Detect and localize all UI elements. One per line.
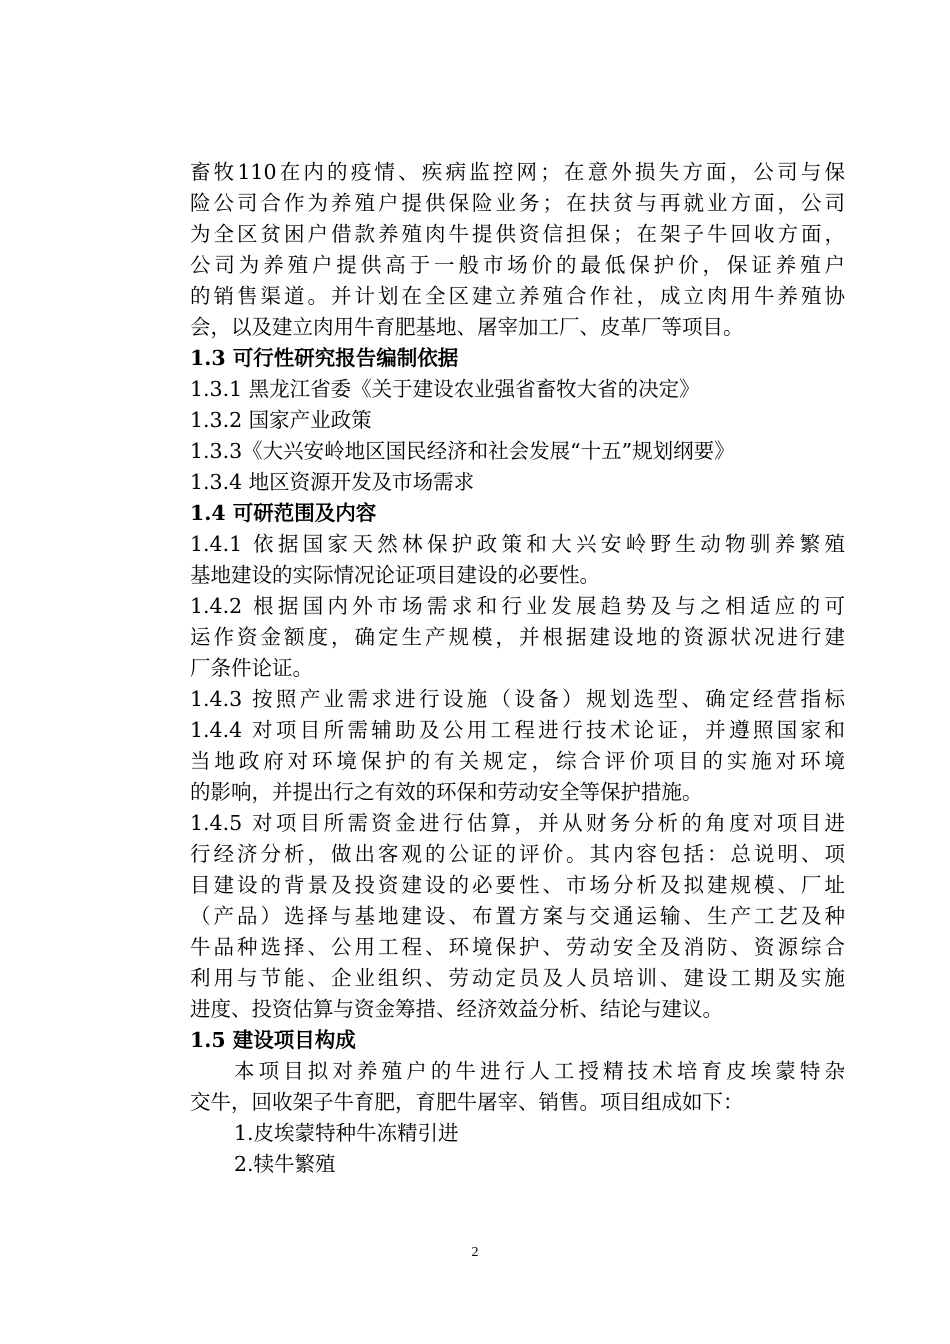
paragraph-line: 利用与节能、企业组织、劳动定员及人员培训、建设工期及实施 [190,966,845,990]
paragraph-line: 目建设的背景及投资建设的必要性、市场分析及拟建规模、厂址 [190,873,845,897]
paragraph-line: 当地政府对环境保护的有关规定，综合评价项目的实施对环境 [190,749,845,773]
paragraph-line: 畜牧110在内的疫情、疾病监控网；在意外损失方面，公司与保 [190,160,845,184]
paragraph-line: 公司为养殖户提供高于一般市场价的最低保护价，保证养殖户 [190,253,845,277]
document-body [190,157,845,1180]
paragraph-line: 险公司合作为养殖户提供保险业务；在扶贫与再就业方面，公司 [190,191,845,215]
paragraph-line: 厂条件论证。 [190,656,313,680]
paragraph-line: （产品）选择与基地建设、布置方案与交通运输、生产工艺及种 [190,904,845,928]
section-heading-1-4: 1.4 可研范围及内容 [190,501,377,525]
list-item-1-4-1: 1.4.1 依据国家天然林保护政策和大兴安岭野生动物驯养繁殖 [190,532,845,556]
paragraph-line: 行经济分析，做出客观的公证的评价。其内容包括：总说明、项 [190,842,845,866]
list-item-1-3-3: 1.3.3《大兴安岭地区国民经济和社会发展“十五”规划纲要》 [190,439,735,463]
paragraph-line: 的影响，并提出行之有效的环保和劳动安全等保护措施。 [190,780,703,804]
paragraph-line: 进度、投资估算与资金筹措、经济效益分析、结论与建议。 [190,997,723,1021]
paragraph-line: 的销售渠道。并计划在全区建立养殖合作社，成立肉用牛养殖协 [190,284,845,308]
section-heading-1-3: 1.3 可行性研究报告编制依据 [190,346,459,370]
paragraph-line: 本项目拟对养殖户的牛进行人工授精技术培育皮埃蒙特杂 [234,1059,845,1083]
paragraph-line: 基地建设的实际情况论证项目建设的必要性。 [190,563,600,587]
section-heading-1-5: 1.5 建设项目构成 [190,1028,356,1052]
list-item-1-4-3: 1.4.3 按照产业需求进行设施（设备）规划选型、确定经营指标 [190,687,845,711]
page-number: 2 [471,1245,479,1260]
paragraph-line: 运作资金额度，确定生产规模，并根据建设地的资源状况进行建 [190,625,845,649]
paragraph-line: 会，以及建立肉用牛育肥基地、屠宰加工厂、皮革厂等项目。 [190,315,744,339]
list-item-2: 2.犊牛繁殖 [234,1152,336,1176]
paragraph-line: 为全区贫困户借款养殖肉牛提供资信担保；在架子牛回收方面， [190,222,845,246]
list-item-1: 1.皮埃蒙特种牛冻精引进 [234,1121,459,1145]
paragraph-line: 交牛，回收架子牛育肥，育肥牛屠宰、销售。项目组成如下： [190,1090,744,1114]
list-item-1-4-5: 1.4.5 对项目所需资金进行估算，并从财务分析的角度对项目进 [190,811,845,835]
list-item-1-3-2: 1.3.2 国家产业政策 [190,408,372,432]
list-item-1-4-4: 1.4.4 对项目所需辅助及公用工程进行技术论证，并遵照国家和 [190,718,845,742]
list-item-1-3-4: 1.3.4 地区资源开发及市场需求 [190,470,475,494]
list-item-1-4-2: 1.4.2 根据国内外市场需求和行业发展趋势及与之相适应的可 [190,594,845,618]
paragraph-line: 牛品种选择、公用工程、环境保护、劳动安全及消防、资源综合 [190,935,845,959]
list-item-1-3-1: 1.3.1 黑龙江省委《关于建设农业强省畜牧大省的决定》 [190,377,700,401]
